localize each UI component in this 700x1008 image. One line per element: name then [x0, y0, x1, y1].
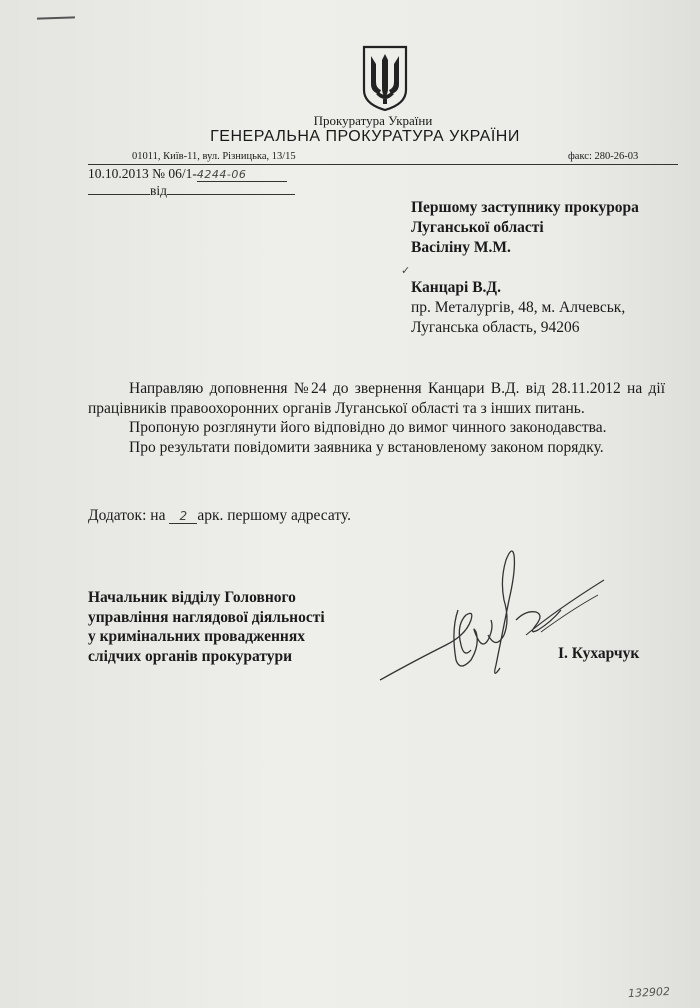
body-paragraph-1: Направляю доповнення №24 до звернення Канцари В.Д. від 28.11.2012 на дії працівників правоохоронних органів Луганської області та з інших питань.: [88, 380, 665, 417]
header-divider: [88, 164, 678, 165]
attachment-prefix: Додаток: на: [88, 507, 166, 524]
addressee-block: [411, 198, 639, 338]
signer-title-line-2: управління наглядової діяльності: [88, 608, 325, 626]
check-mark-icon: ✓: [401, 265, 411, 277]
addressee-line-5: пр. Металургів, 48, м. Алчевськ,: [411, 299, 626, 316]
outgoing-number-handwritten: 4244-06: [197, 168, 287, 182]
reference-date-blank: [167, 194, 295, 195]
attachment-line: [88, 507, 351, 525]
signer-name: І. Кухарчук: [558, 645, 640, 662]
body-paragraph-2: Пропоную розглянути його відповідно до вимог чинного законодавства.: [129, 419, 607, 436]
reference-blank: [88, 194, 150, 195]
body-paragraph-3: Про результати повідомити заявника у встановленому законом порядку.: [129, 438, 604, 456]
edge-mark: [37, 16, 75, 19]
agency-title: ГЕНЕРАЛЬНА ПРОКУРАТУРА УКРАЇНИ: [210, 128, 520, 145]
letter-body: [88, 379, 665, 457]
outgoing-date: 10.10.2013: [88, 166, 149, 181]
addressee-line-3: Васіліну М.М.: [411, 239, 511, 256]
reference-label: від: [150, 183, 167, 198]
signer-title-line-4: слідчих органів прокуратури: [88, 647, 293, 665]
addressee-line-4: Канцарі В.Д.: [411, 279, 501, 296]
signer-title-line-1: Начальник відділу Головного: [88, 589, 296, 606]
handwritten-signature: [376, 540, 606, 690]
signer-title-line-3: у кримінальних провадженнях: [88, 628, 305, 645]
outgoing-number-prefix: № 06/1-: [152, 166, 197, 181]
agency-subtitle: Прокуратура України: [313, 113, 433, 128]
outgoing-number-line: [88, 166, 287, 182]
archive-number: 132902: [627, 984, 671, 1001]
trident-emblem-icon: [361, 44, 409, 112]
attachment-count-handwritten: 2: [169, 509, 197, 524]
signer-title: [88, 588, 325, 666]
agency-fax: факс: 280-26-03: [568, 151, 639, 162]
addressee-line-1: Першому заступнику прокурора: [411, 199, 639, 216]
addressee-line-2: Луганської області: [411, 219, 544, 236]
addressee-line-6: Луганська область, 94206: [411, 319, 580, 336]
reference-line: [88, 183, 295, 199]
agency-address: 01011, Київ-11, вул. Різницька, 13/15: [132, 151, 296, 162]
attachment-suffix: арк. першому адресату.: [197, 507, 351, 524]
